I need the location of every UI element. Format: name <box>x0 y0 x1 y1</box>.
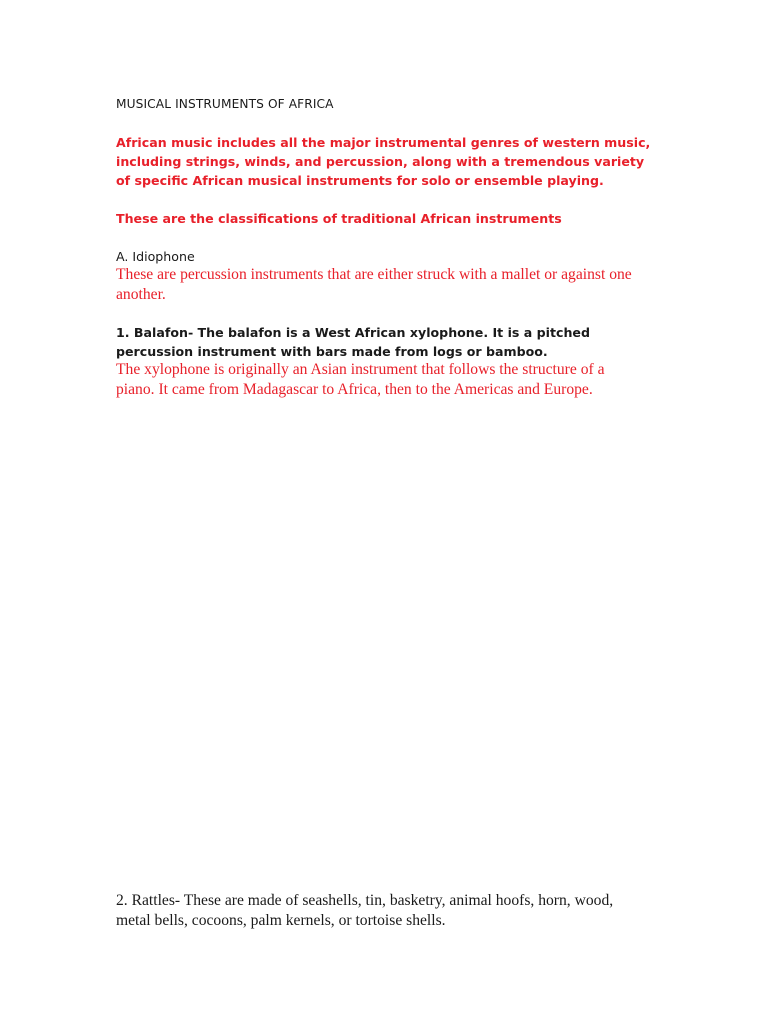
rattles-paragraph: 2. Rattles- These are made of seashells, tin, basketry, animal hoofs, horn, wood, metal bells, cocoons, palm kernels, or tortoise shells. <box>116 892 614 929</box>
balafon-paragraph: 1. Balafon- The balafon is a West African xylophone. It is a pitched percussion instrument with bars made from logs or bamboo. <box>116 325 590 359</box>
intro-paragraph: African music includes all the major instrumental genres of western music, including strings, winds, and percussion, along with a tremendous variety of specific African musical instruments for solo or ensemble playing. <box>116 135 651 188</box>
idiophone-description: These are percussion instruments that are either struck with a mallet or against one another. <box>116 266 632 303</box>
xylophone-note: The xylophone is originally an Asian instrument that follows the structure of a piano. It came from Madagascar to Africa, then to the Americas and Europe. <box>116 361 605 398</box>
document-title: MUSICAL INSTRUMENTS OF AFRICA <box>116 97 334 111</box>
classifications-line: These are the classifications of traditional African instruments <box>116 211 562 226</box>
section-heading-idiophone: A. Idiophone <box>116 249 195 264</box>
